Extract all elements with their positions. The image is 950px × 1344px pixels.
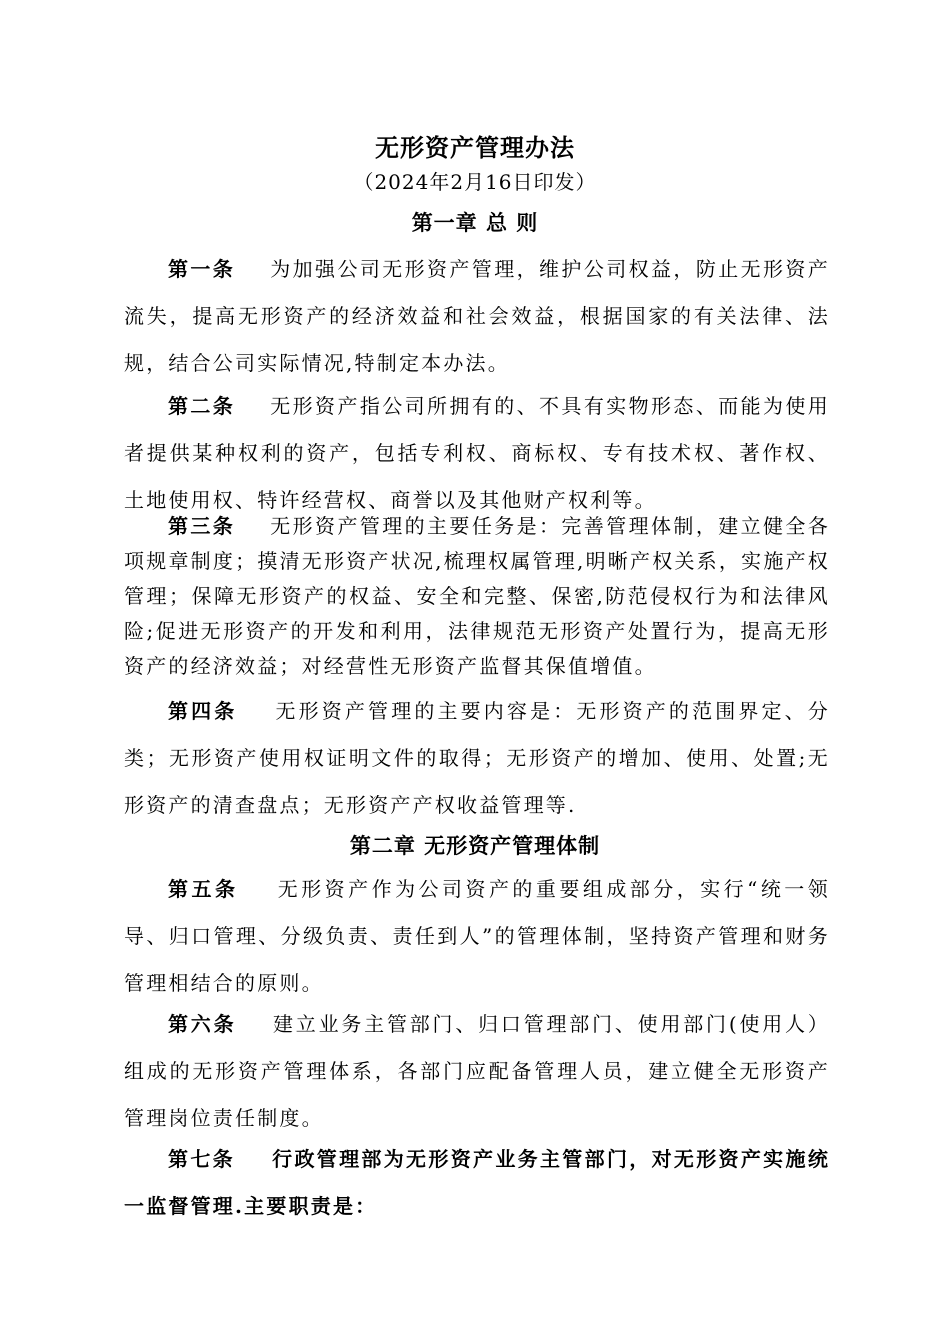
article-lead: 第七条 [168, 1147, 235, 1171]
article-4 [124, 688, 830, 829]
chapter-heading-2: 第二章 无形资产管理体制 [349, 834, 601, 858]
article-lead: 第三条 [168, 514, 236, 538]
article-lead: 第一条 [168, 257, 236, 281]
article-lead: 第二条 [168, 394, 236, 418]
article-lead: 第五条 [168, 877, 239, 901]
article-5 [124, 866, 830, 1007]
article-6 [124, 1001, 830, 1142]
article-2 [124, 383, 830, 524]
document-title: 无形资产管理办法 [375, 133, 575, 162]
article-1 [124, 246, 830, 387]
article-text: 无形资产作为公司资产的重要组成部分，实行“统一领导、归口管理、分级负责、责任到人”的管理体制，坚持资产管理和财务管理相结合的原则。 [124, 877, 830, 995]
document-subtitle: （2024年2月16日印发） [353, 170, 597, 194]
article-lead: 第四条 [168, 699, 238, 723]
chapter-heading-1: 第一章 总 则 [411, 211, 539, 235]
article-text: 为加强公司无形资产管理，维护公司权益，防止无形资产流失，提高无形资产的经济效益和社会效益，根据国家的有关法律、法规，结合公司实际情况,特制定本办法。 [124, 257, 831, 375]
article-3 [124, 509, 830, 684]
article-text: 行政管理部为无形资产业务主管部门，对无形资产实施统一监督管理.主要职责是： [124, 1147, 831, 1218]
article-text: 无形资产指公司所拥有的、不具有实物形态、而能为使用者提供某种权利的资产，包括专利权、商标权、专有技术权、著作权、土地使用权、特许经营权、商誉以及其他财产权利等。 [124, 394, 831, 512]
article-text: 无形资产管理的主要内容是：无形资产的范围界定、分类；无形资产使用权证明文件的取得；无形资产的增加、使用、处置;无形资产的清查盘点；无形资产产权收益管理等. [124, 699, 831, 817]
article-7 [124, 1136, 830, 1230]
article-text: 建立业务主管部门、归口管理部门、使用部门(使用人）组成的无形资产管理体系，各部门应配备管理人员，建立健全无形资产管理岗位责任制度。 [124, 1012, 830, 1130]
article-lead: 第六条 [168, 1012, 237, 1036]
article-text: 无形资产管理的主要任务是：完善管理体制，建立健全各项规章制度；摸清无形资产状况,梳理权属管理,明晰产权关系，实施产权管理；保障无形资产的权益、安全和完整、保密,防范侵权行为和法律风险;促进无形资产的开发和利用，法律规范无形资产处置行为，提高无形资产的经济效益；对经营性无形资产监督其保值增值。 [124, 514, 831, 678]
